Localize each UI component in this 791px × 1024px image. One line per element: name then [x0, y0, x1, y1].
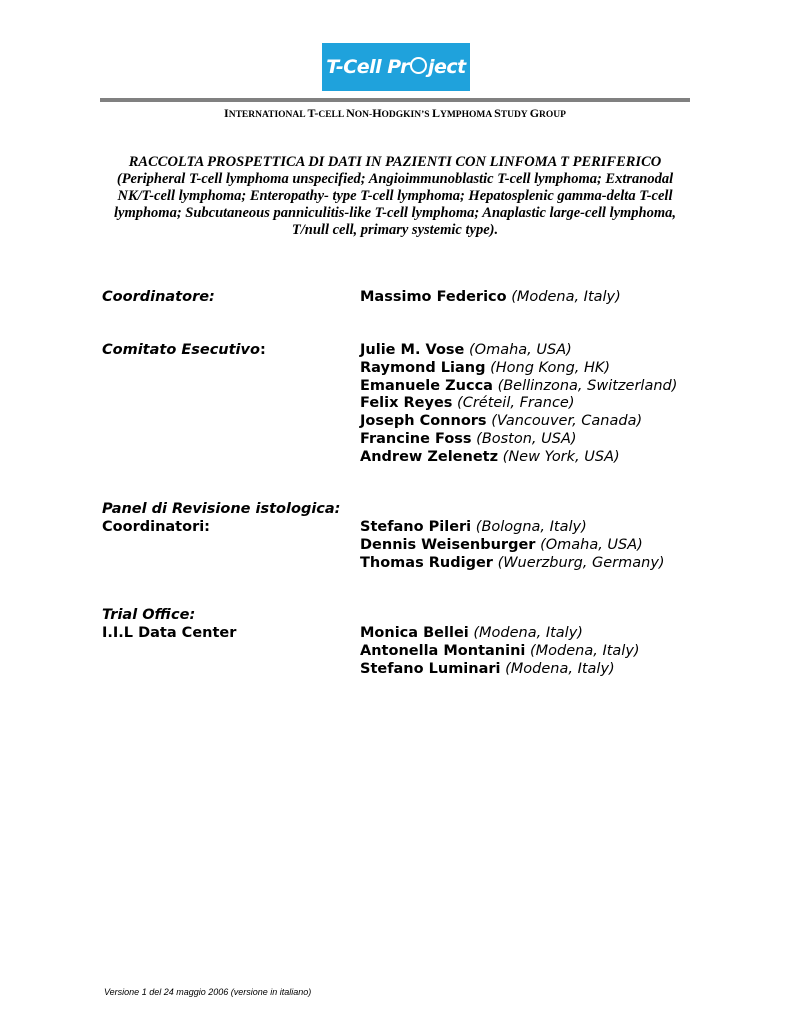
person-name: Antonella Montanini	[360, 642, 526, 659]
person-location: (Bologna, Italy)	[475, 519, 587, 535]
person-row	[360, 625, 640, 643]
logo-text-after: ject	[428, 56, 466, 78]
person-name: Raymond Liang	[360, 359, 486, 376]
person-name: Andrew Zelenetz	[360, 448, 499, 465]
person-row	[360, 449, 677, 467]
logo-ring-icon	[410, 57, 427, 74]
coordinator-list	[360, 289, 621, 307]
heading-part: I	[224, 106, 229, 120]
person-row	[360, 555, 665, 573]
logo-text	[326, 56, 466, 78]
heading-part: N	[346, 106, 355, 120]
person-location: (Omaha, USA)	[540, 536, 643, 553]
executive-label-text: Comitato Esecutivo	[102, 342, 260, 358]
person-row	[360, 537, 665, 555]
person-location: (Hong Kong, HK)	[490, 359, 611, 376]
heading-part: ROUP	[539, 110, 566, 120]
title-main: RACCOLTA PROSPETTICA DI DATI IN PAZIENTI CON LINFOMA T PERIFERICO	[128, 154, 662, 170]
person-location: (New York, USA)	[502, 448, 620, 465]
person-row	[360, 360, 677, 378]
person-name: Dennis Weisenburger	[360, 536, 536, 553]
person-name: Emanuele Zucca	[360, 377, 493, 394]
heading-part: ON-	[354, 110, 373, 120]
person-row	[360, 643, 640, 661]
study-title	[100, 154, 690, 239]
panel-list	[360, 519, 665, 572]
person-location: (Modena, Italy)	[505, 660, 615, 677]
panel-label: Panel di Revisione istologica:	[102, 501, 341, 517]
heading-part: YMPHOMA	[439, 110, 495, 120]
person-location: (Modena, Italy)	[511, 289, 621, 305]
title-line: NK/T-cell lymphoma; Enteropathy- type T-cell lymphoma; Hepatosplenic gamma-delta T-cell	[117, 188, 673, 204]
title-line: (Peripheral T-cell lymphoma unspecified; Angioimmunoblastic T-cell lymphoma; Extranodal	[116, 171, 674, 187]
person-row	[360, 289, 621, 307]
office-list	[360, 625, 640, 678]
office-label: Trial Office:	[102, 607, 196, 623]
person-row	[360, 395, 677, 413]
person-name: Stefano Luminari	[360, 660, 501, 677]
title-line: T/null cell, primary systemic type).	[291, 222, 499, 238]
heading-part: T-	[307, 106, 319, 120]
heading-part: TUDY	[500, 110, 530, 120]
heading-part: L	[431, 106, 440, 120]
person-row	[360, 413, 677, 431]
study-group-heading	[100, 106, 690, 121]
heading-part: S	[494, 106, 501, 120]
person-name: Stefano Pileri	[360, 519, 472, 535]
title-line: lymphoma; Subcutaneous panniculitis-like T-cell lymphoma; Anaplastic large-cell lymphoma,	[113, 205, 677, 221]
person-location: (Vancouver, Canada)	[491, 413, 643, 430]
person-location: (Créteil, France)	[457, 395, 575, 412]
person-location: (Bellinzona, Switzerland)	[497, 377, 678, 394]
person-row	[360, 431, 677, 449]
person-location: (Modena, Italy)	[530, 642, 640, 659]
person-name: Thomas Rudiger	[360, 554, 493, 571]
executive-label	[102, 342, 266, 358]
person-name: Joseph Connors	[360, 413, 487, 430]
person-name: Massimo Federico	[360, 289, 507, 305]
heading-part: G	[529, 106, 540, 120]
person-name: Julie M. Vose	[360, 342, 465, 358]
person-location: (Boston, USA)	[476, 430, 577, 447]
person-row	[360, 342, 677, 360]
person-name: Monica Bellei	[360, 625, 469, 641]
version-footer: Versione 1 del 24 maggio 2006 (versione in italiano)	[104, 987, 312, 997]
person-row	[360, 378, 677, 396]
executive-label-colon: :	[259, 342, 266, 358]
panel-sublabel: Coordinatori:	[102, 519, 210, 535]
person-row	[360, 519, 665, 537]
person-name: Felix Reyes	[360, 395, 453, 412]
logo-text-before: T-Cell Pr	[326, 56, 409, 78]
heading-part: H	[372, 106, 382, 120]
person-row	[360, 661, 640, 679]
heading-part: NTERNATIONAL	[228, 110, 308, 120]
t-cell-project-logo	[322, 43, 470, 91]
executive-list	[360, 342, 677, 467]
header-rule	[100, 98, 690, 102]
person-location: (Modena, Italy)	[473, 625, 583, 641]
person-location: (Wuerzburg, Germany)	[497, 554, 665, 571]
heading-part: CELL	[318, 110, 347, 120]
person-name: Francine Foss	[360, 430, 472, 447]
coordinator-label: Coordinatore:	[102, 289, 215, 305]
heading-part: ODGKIN’S	[381, 110, 432, 120]
person-location: (Omaha, USA)	[469, 342, 572, 358]
office-sublabel: I.I.L Data Center	[102, 625, 237, 641]
